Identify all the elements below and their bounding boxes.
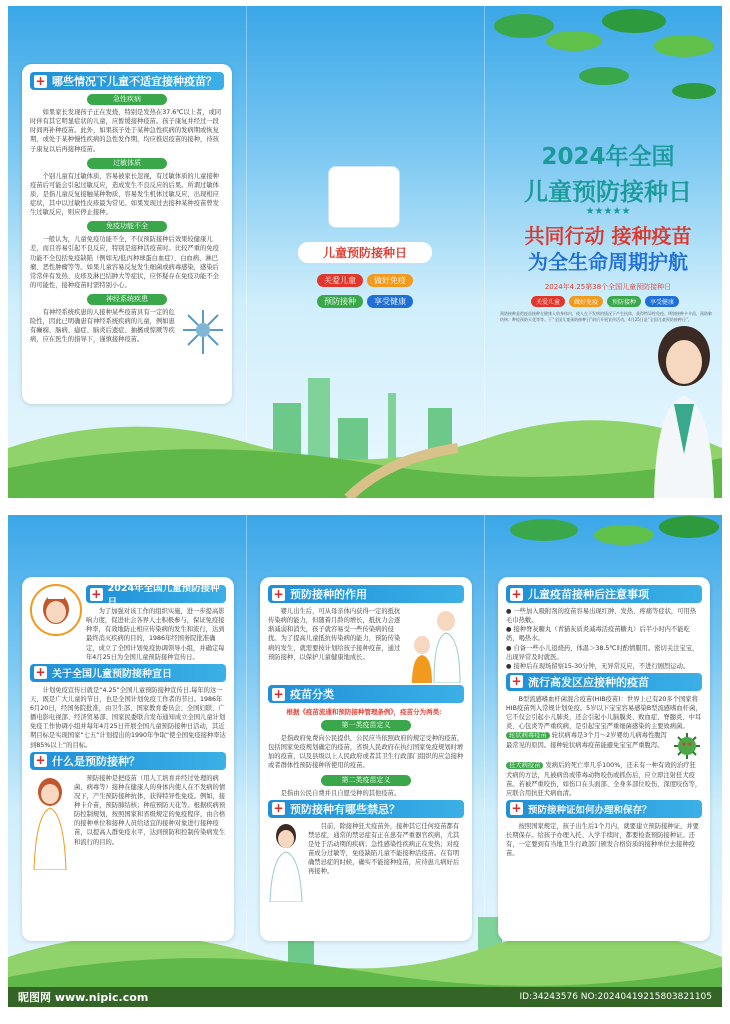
slogan-line-1: 共同行动 接种疫苗 [524,224,692,248]
cover-fine-print: 预防接种是把疫苗接种在健康人的身体内，使人在不发病的情况下产生抗体，获得特异性免疫。例如接种卡介苗，预防肺结核；种痘预防天花等等。于“全国儿童预防接种日”前后开展宣传活动，4月25日是“全国儿童预防接种日”。 [500,311,712,322]
paragraph: 狂犬病疫苗 发病后的死亡率几乎100%，还未有一种有效的治疗狂犬病的方法，凡被病兽或带毒动物咬伤或抓伤后，应立即注射狂犬疫苗。若被严重咬伤，如伤口在头面部、全身多部位咬伤、深度咬伤等，应联合用抗狂犬病血清。 [506,762,702,797]
vaccine-info-card [260,577,472,941]
paragraph: B型流感嗜血杆菌混合疫苗(HIB疫苗)：世界上已有20多个国家将HIB疫苗列入常规计划免疫。5岁以下宝宝容易感染B型流感嗜血杆菌，它不仅会引起小儿肺炎，还会引起小儿脑膜炎、败血症、脊髓炎、中耳炎、心包炎等严重疾病，是引起宝宝严重细菌感染的主要致病菌。 [506,695,702,731]
tag: 预防接种 [607,296,641,307]
vaccine-label: 轮状病毒疫苗 [506,732,550,739]
list-item: ● 接种脊灰糖丸（青猫灰质炎减毒活疫苗糖丸）后半小时内不能吃奶，喝热水。 [506,626,690,643]
paragraph: 有神经系统疾患的人接种某些疫苗具有一定的危险性，因此已明确患有神经系统疾病的儿童，例如患有癫痫、脑病、癔症、脑炎后遗症、抽搐或惊厥等疾病，应在医生的指导下，谨慎接种疫苗。 [30,309,175,344]
paragraph: 轮状病毒疫苗 轮状病毒是3个月～2岁婴幼儿病毒性腹泻最常见的原因。接种轮状病毒疫苗能避免宝宝严重腹泻。 [506,732,667,749]
medical-cross-icon: + [511,801,522,816]
section-header: + 什么是预防接种？ [30,752,226,770]
tag: 享受健康 [645,296,679,307]
section-header: + 2024年全国儿童预防接种日 [86,585,226,603]
brochure-outer-sheet [8,6,722,498]
nurse-illustration [644,324,722,498]
nurse-illustration [30,774,70,870]
paragraph: 一般认为，儿童免疫功能不全，不仅预防接种后效果较健康儿差，而且容易引起不良反应，特别是接种活疫苗时。比较严重的免疫功能不全包括免疫缺陷（例如无/低丙种球蛋白血症）、白血病、淋巴瘤、恶性肿瘤等等。如果儿童容易反复发生细菌或病毒感染，感染后常常伴有发热、皮疹及淋巴结肿大等症状，应怀疑存在免疫功能不全的可能性，接种疫苗时需特别小心。 [30,236,219,289]
subsection-label: 第二类疫苗定义 [321,775,411,786]
doctor-child-illustration [406,607,464,683]
neuron-icon [182,308,224,356]
medical-cross-icon: + [35,665,46,680]
section-header: + 儿童疫苗接种后注意事项 [506,585,702,603]
section-header: + 疫苗分类 [268,685,464,703]
medical-cross-icon: + [91,586,102,601]
section-header: + 关于全国儿童预防接种宣日 [30,664,226,682]
aftercare-card [498,577,710,941]
paragraph: 计划免疫宣传日就是“4.25”全国儿童预防接种宣传日,每年的这一天，既是广大儿童的节日，也是全国计划免疫工作者的节日。1986年6月20日，经国务院批准，由卫生部、国家教育委员会、全国妇联、广播电影电视部、经济贸易部、国家民委联合发布通知成立全国儿童计划免疫工作协调小组并每年4月25日开展全国儿童预防接种日活动，其近期目标是实现国家“七五”计划提出的1990年争取“使全国免疫接种率达到85%以上”的目标。 [30,686,226,749]
paragraph: 为了加强对该工作的组织实施，进一步提高影响力度，促进社会各界人士积极参与，保证免疫接种率，有效地防止相应传染病的发生和流行，达到最终消灭疾病的目的，1986年经国务院批准确定，成立了全国计划免疫协调领导小组，并确定每年4月25日为全国儿童预防接种宣传日。 [86,608,225,661]
paragraph: 如果家长发现孩子正在发烧，特别是发热在37.6℃以上者，或同时伴有其它明显症状的儿童，应暂缓接种疫苗。孩子康复并经过一段时间再补种疫苗。此外，如果孩子处于某种急性疾病的发病期或恢复期，或处于某种慢性疾病的急性发作期，均应推迟疫苗的接种，待孩子康复以后再接种疫苗。 [30,109,222,153]
image-id: ID:34243576 NO:20240419215803821105 [519,992,712,1002]
list-item: ● 一些加入吸附剂的疫苗容易出现红肿、发热、疼痛等症状，可用热毛巾热敷。 [506,608,697,625]
tag: 预防接种 [317,295,363,308]
cover-tag-list [490,294,720,309]
virus-icon [672,731,702,761]
white-placeholder-box [328,166,400,228]
tag: 关爱儿童 [317,274,363,287]
tag: 关爱儿童 [531,296,565,307]
medical-cross-icon: + [273,801,284,816]
subsection-label: 过敏体质 [87,158,167,169]
section-header: + 流行高发区应接种的疫苗 [506,673,702,691]
medical-cross-icon: + [511,586,522,601]
section-header: + 预防接种有哪些禁忌？ [268,800,464,818]
section-header: + 预防接种证如何办理和保存？ [506,800,702,818]
classification-lead: 根据《疫苗流通和预防接种管理条例》，疫苗分为两类： [286,708,446,716]
leaves-decoration [484,515,722,575]
contraindication-card [22,64,232,404]
section-header: + 哪些情况下儿童不适宜接种疫苗？ [30,72,224,90]
doctor-illustration [268,822,304,902]
medical-cross-icon: + [273,686,284,701]
subsection-label: 急性疾病 [87,94,167,105]
mid-title: 儿童预防接种日 [298,242,432,263]
tag: 做好免疫 [569,296,603,307]
paragraph: 按照国家规定，孩子出生后1个月内，就要建立预防接种证，并要长期保存。给孩子办理入托、入学手续时，都要检查预防接种证。还有，一定要到有当地卫生行政部门颁发合格资质的接种单位去接种疫苗。 [506,822,699,858]
paragraph: 是指由公民自费并且自愿受种的其他疫苗。 [280,789,401,797]
tag: 享受健康 [367,295,413,308]
subsection-label: 神经系统疾患 [87,294,167,305]
list-item: ● 自备一些小儿退烧药，体温＞38.5℃时酌情服用。密切关注宝宝，出现异常及时就医。 [506,644,699,661]
paragraph: 个别儿童有过敏体质，容易被家长忽视，有过敏体质的儿童接种疫苗后可能会引起过敏反应，造成发生不良反应的后果。所谓过敏体质，是指儿童反复接触某种物质，容易发生机体过敏反应，出现相应症状，其中以过敏性皮疹最为常见。如果发现过去接种某种疫苗曾发生过敏反应，则应停止接种。 [30,172,219,217]
watermark-bar [8,987,722,1007]
vaccine-label: 狂犬病疫苗 [506,762,543,769]
slogan-line-2: 为全生命周期护航 [528,250,688,274]
paragraph: 预防接种是把疫苗（用人工培育并经过处理的病菌、病毒等）接种在健康人的身体内使人在不发病的情况下，产生预防接种抗体，获得特异性免疫。例如，接种卡介苗，预防肺结核；种痘预防天花等。根据疾病预防控制规划，按照国家和省级规定的免疫程序，由合格的接种单位和接种人员给适宜的接种对象进行接种疫苗，以提高人群免疫水平，达到预防和控制传染病发生和流行的目的。 [74,774,226,846]
cover-subtitle: 2024年4.25第38个全国儿童预防接种日 [544,283,672,291]
tag: 做好免疫 [367,274,413,287]
stars: ★★★★★ [585,206,631,217]
medical-cross-icon: + [35,753,46,768]
mid-tag-list [290,268,440,310]
site-logo: 昵图网 www.nipic.com [18,991,149,1004]
cover-main-title: 儿童预防接种日 [524,178,692,206]
cover-year-title: 2024年全国 [541,144,675,170]
paragraph: 目前，除接种狂犬疫苗外，接种其它任何疫苗都有禁忌症，通常的禁忌症有正在患有严重器官疾病，尤其是处于活动期的疾病；急性感染性疾病正在发热；对疫苗成分过敏等，免疫缺陷儿童不能接种活疫苗。在有明确禁忌症的时候，确实不能接种疫苗，应待患儿病好后再接种。 [308,822,460,876]
intro-card [22,577,234,941]
section-header: + 预防接种的作用 [268,585,464,603]
nurse-avatar-icon [30,583,82,637]
medical-cross-icon: + [35,73,46,88]
paragraph: 是指政府免费向公民提供，公民应当依照政府的规定受种的疫苗，包括国家免疫规划确定的疫苗，省级人民政府在执行国家免疫规划时增加的疫苗，以及县级以上人民政府或者其卫生行政部门组织的应急接种或者群体性预防接种所使用的疫苗。 [268,735,464,770]
brochure-inner-sheet [8,515,722,1007]
medical-cross-icon: + [273,586,284,601]
medical-cross-icon: + [511,674,522,689]
leaves-decoration [484,6,722,126]
list-item: ● 接种后在现场留察15-30分钟，无异常反应，不进行剧烈运动。 [506,662,690,670]
subsection-label: 免疫功能不全 [87,221,167,232]
subsection-label: 第一类疫苗定义 [321,720,411,731]
paragraph: 婴儿出生后，可从母亲体内获得一定的抵抗传染病的能力，但随着月龄的增长，抵抗力会逐渐减弱和消失，孩子就容易受一些传染病的侵扰。为了提高儿童抵抗传染病的能力，预防传染病的发生，就需要按计划给孩子接种疫苗，通过预防接种，以保护儿童健康地成长。 [268,608,401,661]
